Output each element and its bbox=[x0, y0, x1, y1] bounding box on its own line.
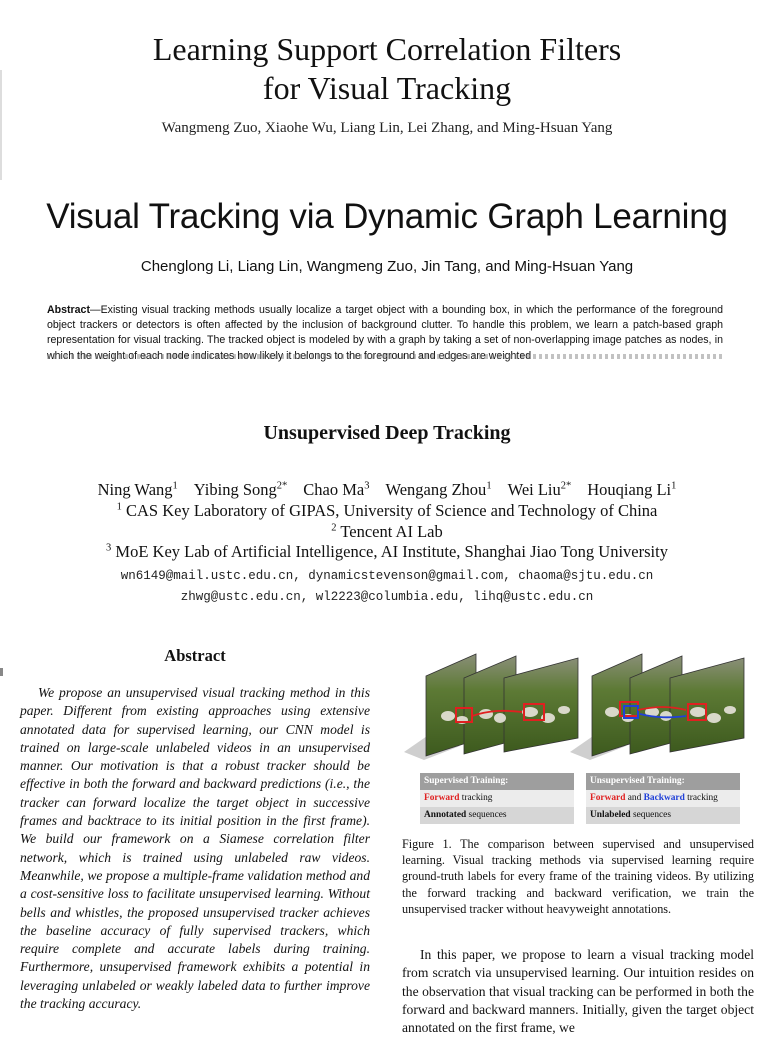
author-5 bbox=[508, 480, 572, 499]
paper2-abstract-text: —Existing visual tracking methods usually localize a target object with a bounding box, in which the performance of the foreground object trackers or detectors is often affected by the inclusion of background clutter. To handle this problem, we learn a patch-based graph representation for visual tracking. The tracked object is modeled by with a graph by taking a set of non-overlapping image patches as nodes, in which the weight of each node indicates how likely it belongs to the foreground and edges are weighted bbox=[47, 304, 723, 362]
tracking-label-2: tracking bbox=[684, 793, 718, 803]
author-sup: 1 bbox=[172, 480, 178, 492]
unsupervised-legend-head: Unsupervised Training: bbox=[586, 773, 740, 790]
author-sup: 3 bbox=[364, 480, 370, 492]
paper1-title bbox=[0, 30, 774, 108]
author-name: Wengang Zhou bbox=[385, 480, 487, 499]
page-edge-mark bbox=[0, 668, 3, 676]
author-1 bbox=[98, 480, 178, 499]
author-name: Ning Wang bbox=[97, 480, 173, 499]
forward-label: Forward bbox=[424, 793, 460, 803]
author-sup: 2* bbox=[276, 480, 288, 492]
author-name: Chao Ma bbox=[303, 480, 365, 499]
affiliation-1-text: CAS Key Laboratory of GIPAS, University of Science and Technology of China bbox=[126, 501, 658, 520]
affiliation-3-text: MoE Key Lab of Artificial Intelligence, AI Institute, Shanghai Jiao Tong University bbox=[115, 542, 668, 561]
figure-1 bbox=[400, 648, 760, 830]
author-4 bbox=[385, 480, 491, 499]
page-edge-shadow bbox=[0, 70, 2, 180]
paper1-title-line1: Learning Support Correlation Filters bbox=[152, 31, 622, 67]
abstract-heading: Abstract bbox=[164, 646, 226, 665]
author-name: Houqiang Li bbox=[587, 480, 672, 499]
paper1-title-line2: for Visual Tracking bbox=[262, 70, 512, 106]
author-sup: 1 bbox=[671, 480, 677, 492]
supervised-legend-row-2 bbox=[420, 807, 574, 824]
intro-paragraph: In this paper, we propose to learn a visual tracking model from scratch via unsupervised learning. Our intuition resides on the observation that visual tracking can be performed in both the forward and backward manners. Initially, given the target object annotated on the first frame, we bbox=[402, 947, 754, 1036]
paper3-title: Unsupervised Deep Tracking bbox=[263, 422, 511, 444]
supervised-frame-stack bbox=[404, 654, 578, 760]
paper2-abstract-label: Abstract bbox=[47, 304, 90, 316]
and-label: and bbox=[625, 793, 644, 803]
emails-line-2: zhwg@ustc.edu.cn, wl2223@columbia.edu, lihq@ustc.edu.cn bbox=[180, 590, 594, 604]
unlabeled-label: Unlabeled bbox=[590, 810, 631, 820]
author-3 bbox=[303, 480, 369, 499]
paper3-author-list bbox=[0, 480, 774, 500]
unsupervised-legend bbox=[586, 773, 740, 824]
supervised-legend-head: Supervised Training: bbox=[420, 773, 574, 790]
unsupervised-legend-row-2 bbox=[586, 807, 740, 824]
sequences-label-2: sequences bbox=[630, 810, 671, 820]
affiliation-1-sup: 1 bbox=[116, 501, 122, 513]
unsupervised-legend-row-1 bbox=[586, 790, 740, 807]
paper2-cropped-line bbox=[47, 354, 723, 359]
affiliation-1 bbox=[0, 501, 774, 521]
forward-label-2: Forward bbox=[590, 793, 626, 803]
paper2-authors: Chenglong Li, Liang Lin, Wangmeng Zuo, Jin Tang, and Ming-Hsuan Yang bbox=[140, 258, 634, 275]
paper1-authors: Wangmeng Zuo, Xiaohe Wu, Liang Lin, Lei Zhang, and Ming-Hsuan Yang bbox=[161, 120, 613, 136]
supervised-legend-row-1 bbox=[420, 790, 574, 807]
backward-label: Backward bbox=[643, 793, 685, 803]
affiliation-2-text: Tencent AI Lab bbox=[340, 522, 443, 541]
author-name: Wei Liu bbox=[507, 480, 561, 499]
author-sup: 2* bbox=[560, 480, 572, 492]
tracking-label: tracking bbox=[459, 793, 493, 803]
affiliation-3-sup: 3 bbox=[106, 542, 112, 554]
annotated-label: Annotated bbox=[424, 810, 467, 820]
abstract-body: We propose an unsupervised visual tracking method in this paper. Different from existing approaches using extensive annotated data for supervised learning, our CNN model is trained on large-scale unlabeled videos in an unsupervised manner. Our motivation is that a robust tracker should be effective in both the forward and backward predictions (i.e., the tracker can forward localize the target object in successive frames and backtrace to its initial position in the first frame). We build our framework on a Siamese correlation filter network, which is trained using unlabeled raw videos. Meanwhile, we propose a multiple-frame validation method and a cost-sensitive loss to facilitate unsupervised learning. Without bells and whistles, the proposed unsupervised tracker achieves the baseline accuracy of fully supervised trackers, which require complete and accurate labels during training. Furthermore, unsupervised framework exhibits a potential in leveraging unlabeled or weakly labeled data to further improve the tracking accuracy. bbox=[20, 685, 370, 1012]
author-name: Yibing Song bbox=[193, 480, 277, 499]
affiliation-2 bbox=[0, 522, 774, 542]
affiliation-2-sup: 2 bbox=[331, 522, 337, 534]
supervised-legend bbox=[420, 773, 574, 824]
affiliation-3 bbox=[0, 542, 774, 562]
figure-caption: Figure 1. The comparison between supervised and unsupervised learning. Visual tracking methods via supervised learning require ground-truth labels for every frame of the training videos. By utilizing the forward tracking and backward verification, we train the unsupervised tracker without heavyweight annotations. bbox=[402, 837, 754, 916]
sequences-label: sequences bbox=[466, 810, 507, 820]
unsupervised-frame-stack bbox=[570, 654, 744, 760]
paper2-title: Visual Tracking via Dynamic Graph Learning bbox=[46, 197, 728, 236]
paper2-abstract bbox=[47, 303, 723, 362]
figure-frames-illustration bbox=[400, 648, 760, 770]
author-2 bbox=[194, 480, 287, 499]
emails-line-1: wn6149@mail.ustc.edu.cn, dynamicstevenson@gmail.com, chaoma@sjtu.edu.cn bbox=[120, 569, 654, 583]
author-6 bbox=[587, 480, 676, 499]
author-sup: 1 bbox=[486, 480, 492, 492]
